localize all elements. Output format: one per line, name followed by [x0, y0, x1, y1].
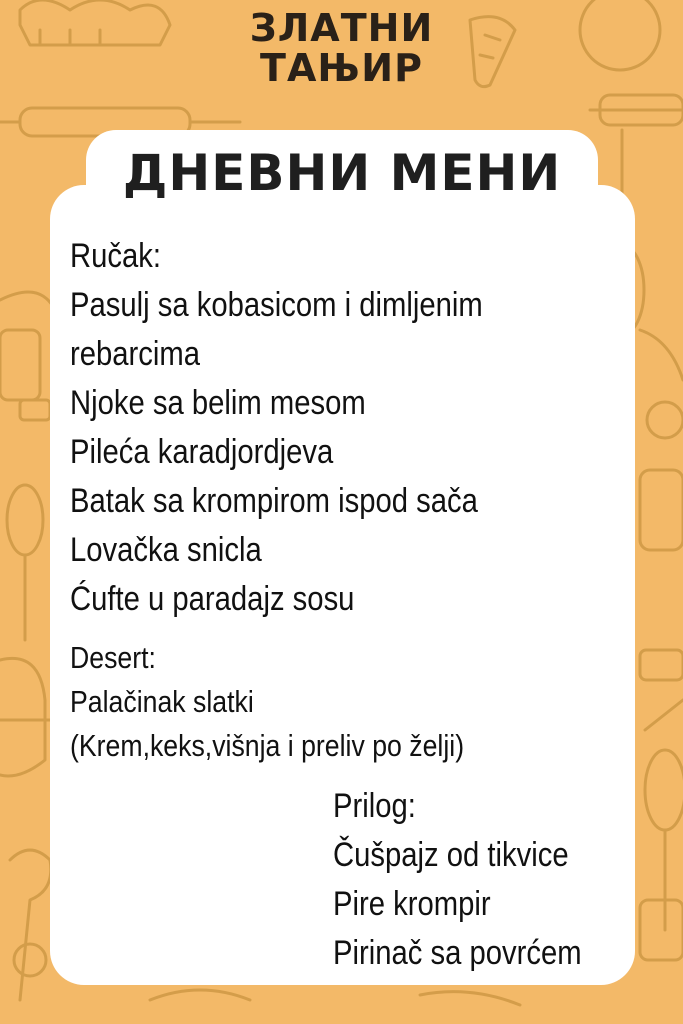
side-item: Pire krompir	[333, 885, 491, 923]
brand-logo	[0, 8, 683, 88]
lunch-section	[70, 232, 483, 624]
sides-heading: Prilog:	[333, 787, 416, 825]
dessert-section	[70, 636, 464, 768]
menu-title: ДНЕВНИ МЕНИ	[122, 144, 562, 202]
lunch-heading: Ručak:	[70, 237, 162, 275]
brand-line-2: ТАЊИР	[260, 46, 423, 90]
lunch-item: Lovačka snicla	[70, 531, 262, 569]
brand-line-1: ЗЛАТНИ	[249, 6, 434, 50]
side-item: Pirinač sa povrćem	[333, 934, 582, 972]
dessert-item: Palačinak slatki	[70, 684, 254, 719]
lunch-item: Ćufte u paradajz sosu	[70, 580, 355, 618]
dessert-item: (Krem,keks,višnja i preliv po želji)	[70, 728, 465, 763]
lunch-item: Pasulj sa kobasicom i dimljenim	[70, 286, 483, 324]
lunch-item: Pileća karadjordjeva	[70, 433, 334, 471]
lunch-item: Njoke sa belim mesom	[70, 384, 366, 422]
dessert-heading: Desert:	[70, 640, 156, 675]
lunch-item: Batak sa krompirom ispod sača	[70, 482, 478, 520]
lunch-item: rebarcima	[70, 335, 201, 373]
side-item: Čušpajz od tikvice	[333, 836, 569, 874]
sides-section	[333, 782, 582, 978]
